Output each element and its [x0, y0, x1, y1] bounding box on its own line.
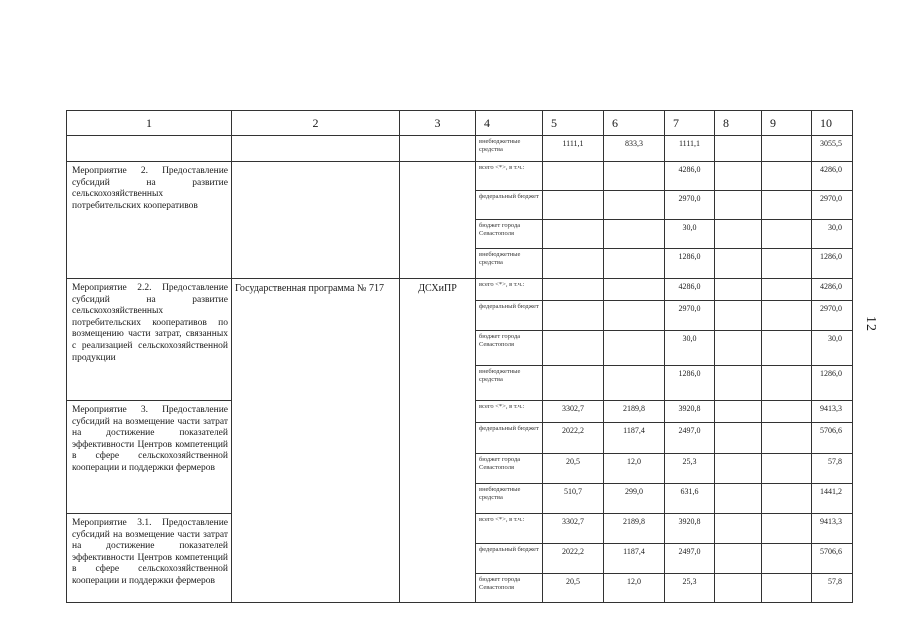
amount-cell	[604, 301, 665, 331]
table-row	[67, 279, 853, 301]
funding-source-cell: внебюджетные средства	[476, 484, 543, 514]
amount-cell	[715, 191, 762, 220]
funding-source-cell: бюджет города Севастополя	[476, 331, 543, 366]
amount-cell: 833,3	[604, 136, 665, 162]
activity-cell: Мероприятие 2.2. Предоставление субсидий на развитие сельскохозяйственных потребительских кооперативов по возмещению части затрат, связанных с реализацией сельскохозяйственной продукции	[67, 279, 232, 401]
amount-cell	[762, 574, 812, 603]
amount-cell: 1286,0	[665, 249, 715, 279]
executor-cell-empty	[400, 136, 476, 162]
amount-cell	[762, 401, 812, 423]
funding-source-cell: бюджет города Севастополя	[476, 454, 543, 484]
amount-cell	[762, 423, 812, 454]
amount-cell	[715, 301, 762, 331]
table-row	[67, 162, 853, 191]
amount-cell: 1286,0	[812, 366, 853, 401]
amount-cell: 1286,0	[665, 366, 715, 401]
funding-source-cell: всего <*>, в т.ч.:	[476, 162, 543, 191]
table-row	[67, 136, 853, 162]
amount-cell: 30,0	[665, 331, 715, 366]
amount-cell: 5706,6	[812, 423, 853, 454]
amount-cell: 3055,5	[812, 136, 853, 162]
amount-cell	[715, 401, 762, 423]
amount-cell	[715, 544, 762, 574]
funding-source-cell: внебюджетные средства	[476, 249, 543, 279]
funding-source-cell: федеральный бюджет	[476, 544, 543, 574]
amount-cell	[543, 301, 604, 331]
amount-cell: 631,6	[665, 484, 715, 514]
page-number: 12	[863, 316, 878, 332]
funding-source-cell: всего <*>, в т.ч.:	[476, 401, 543, 423]
amount-cell	[762, 514, 812, 544]
amount-cell	[715, 136, 762, 162]
amount-cell	[715, 423, 762, 454]
header-cell: 9	[762, 111, 812, 136]
executor-cell-empty	[400, 162, 476, 279]
amount-cell: 5706,6	[812, 544, 853, 574]
amount-cell	[543, 191, 604, 220]
amount-cell	[762, 191, 812, 220]
amount-cell: 30,0	[665, 220, 715, 249]
amount-cell: 25,3	[665, 454, 715, 484]
amount-cell	[762, 136, 812, 162]
funding-source-cell: внебюджетные средства	[476, 366, 543, 401]
amount-cell: 25,3	[665, 574, 715, 603]
amount-cell	[604, 366, 665, 401]
header-cell: 6	[604, 111, 665, 136]
amount-cell: 2970,0	[812, 191, 853, 220]
activity-cell	[67, 136, 232, 162]
header-row	[67, 111, 853, 136]
program-cell-empty	[232, 162, 400, 279]
funding-table	[66, 110, 853, 603]
amount-cell	[604, 331, 665, 366]
amount-cell	[715, 220, 762, 249]
amount-cell: 2189,8	[604, 401, 665, 423]
amount-cell	[604, 162, 665, 191]
amount-cell: 57,8	[812, 454, 853, 484]
amount-cell: 1187,4	[604, 423, 665, 454]
amount-cell: 4286,0	[665, 279, 715, 301]
funding-source-cell: бюджет города Севастополя	[476, 220, 543, 249]
activity-cell: Мероприятие 3.1. Предоставление субсидий на возмещение части затрат на достижение показателей эффективности Центров компетенций в сфере сельскохозяйственной кооперации и поддержки фермеров	[67, 514, 232, 603]
amount-cell	[762, 366, 812, 401]
activity-cell: Мероприятие 3. Предоставление субсидий на возмещение части затрат на достижение показателей эффективности Центров компетенций в сфере сельскохозяйственной кооперации и поддержки фермеров	[67, 401, 232, 514]
funding-source-cell: всего <*>, в т.ч.:	[476, 279, 543, 301]
amount-cell	[715, 279, 762, 301]
funding-source-cell: федеральный бюджет	[476, 423, 543, 454]
activity-cell: Мероприятие 2. Предоставление субсидий на развитие сельскохозяйственных потребительских кооперативов	[67, 162, 232, 279]
amount-cell: 1286,0	[812, 249, 853, 279]
amount-cell	[762, 220, 812, 249]
header-cell: 5	[543, 111, 604, 136]
amount-cell: 3302,7	[543, 514, 604, 544]
amount-cell: 12,0	[604, 454, 665, 484]
amount-cell	[762, 279, 812, 301]
amount-cell	[543, 249, 604, 279]
header-cell: 3	[400, 111, 476, 136]
amount-cell: 1111,1	[665, 136, 715, 162]
header-cell: 8	[715, 111, 762, 136]
funding-source-cell: внебюджетные средства	[476, 136, 543, 162]
amount-cell: 3302,7	[543, 401, 604, 423]
amount-cell: 1187,4	[604, 544, 665, 574]
amount-cell	[762, 249, 812, 279]
amount-cell: 299,0	[604, 484, 665, 514]
amount-cell	[762, 301, 812, 331]
amount-cell	[762, 454, 812, 484]
executor-cell: ДСХиПР	[400, 279, 476, 603]
amount-cell: 57,8	[812, 574, 853, 603]
amount-cell: 2970,0	[812, 301, 853, 331]
amount-cell	[762, 331, 812, 366]
funding-source-cell: всего <*>, в т.ч.:	[476, 514, 543, 544]
amount-cell: 3920,8	[665, 514, 715, 544]
amount-cell	[715, 331, 762, 366]
header-cell: 7	[665, 111, 715, 136]
amount-cell: 9413,3	[812, 401, 853, 423]
program-cell-empty	[232, 136, 400, 162]
amount-cell	[715, 249, 762, 279]
amount-cell: 4286,0	[812, 162, 853, 191]
amount-cell: 2497,0	[665, 423, 715, 454]
amount-cell: 12,0	[604, 574, 665, 603]
amount-cell	[715, 454, 762, 484]
amount-cell	[543, 162, 604, 191]
funding-source-cell: бюджет города Севастополя	[476, 574, 543, 603]
funding-source-cell: федеральный бюджет	[476, 301, 543, 331]
amount-cell: 2189,8	[604, 514, 665, 544]
amount-cell	[715, 162, 762, 191]
amount-cell: 30,0	[812, 220, 853, 249]
amount-cell: 20,5	[543, 574, 604, 603]
amount-cell: 4286,0	[812, 279, 853, 301]
amount-cell	[762, 162, 812, 191]
amount-cell: 4286,0	[665, 162, 715, 191]
amount-cell: 1111,1	[543, 136, 604, 162]
amount-cell: 30,0	[812, 331, 853, 366]
amount-cell: 3920,8	[665, 401, 715, 423]
amount-cell: 20,5	[543, 454, 604, 484]
amount-cell	[604, 249, 665, 279]
amount-cell	[715, 366, 762, 401]
amount-cell	[543, 331, 604, 366]
amount-cell: 2022,2	[543, 423, 604, 454]
header-cell: 10	[812, 111, 853, 136]
amount-cell: 2022,2	[543, 544, 604, 574]
program-cell: Государственная программа № 717	[232, 279, 400, 603]
amount-cell	[604, 191, 665, 220]
header-cell: 2	[232, 111, 400, 136]
amount-cell: 2970,0	[665, 191, 715, 220]
amount-cell: 1441,2	[812, 484, 853, 514]
amount-cell	[604, 279, 665, 301]
header-cell: 1	[67, 111, 232, 136]
amount-cell	[715, 574, 762, 603]
amount-cell	[543, 220, 604, 249]
amount-cell	[715, 484, 762, 514]
amount-cell: 9413,3	[812, 514, 853, 544]
amount-cell: 2497,0	[665, 544, 715, 574]
amount-cell: 510,7	[543, 484, 604, 514]
header-cell: 4	[476, 111, 543, 136]
amount-cell	[715, 514, 762, 544]
amount-cell	[604, 220, 665, 249]
amount-cell: 2970,0	[665, 301, 715, 331]
amount-cell	[543, 366, 604, 401]
funding-source-cell: федеральный бюджет	[476, 191, 543, 220]
amount-cell	[762, 484, 812, 514]
amount-cell	[543, 279, 604, 301]
amount-cell	[762, 544, 812, 574]
